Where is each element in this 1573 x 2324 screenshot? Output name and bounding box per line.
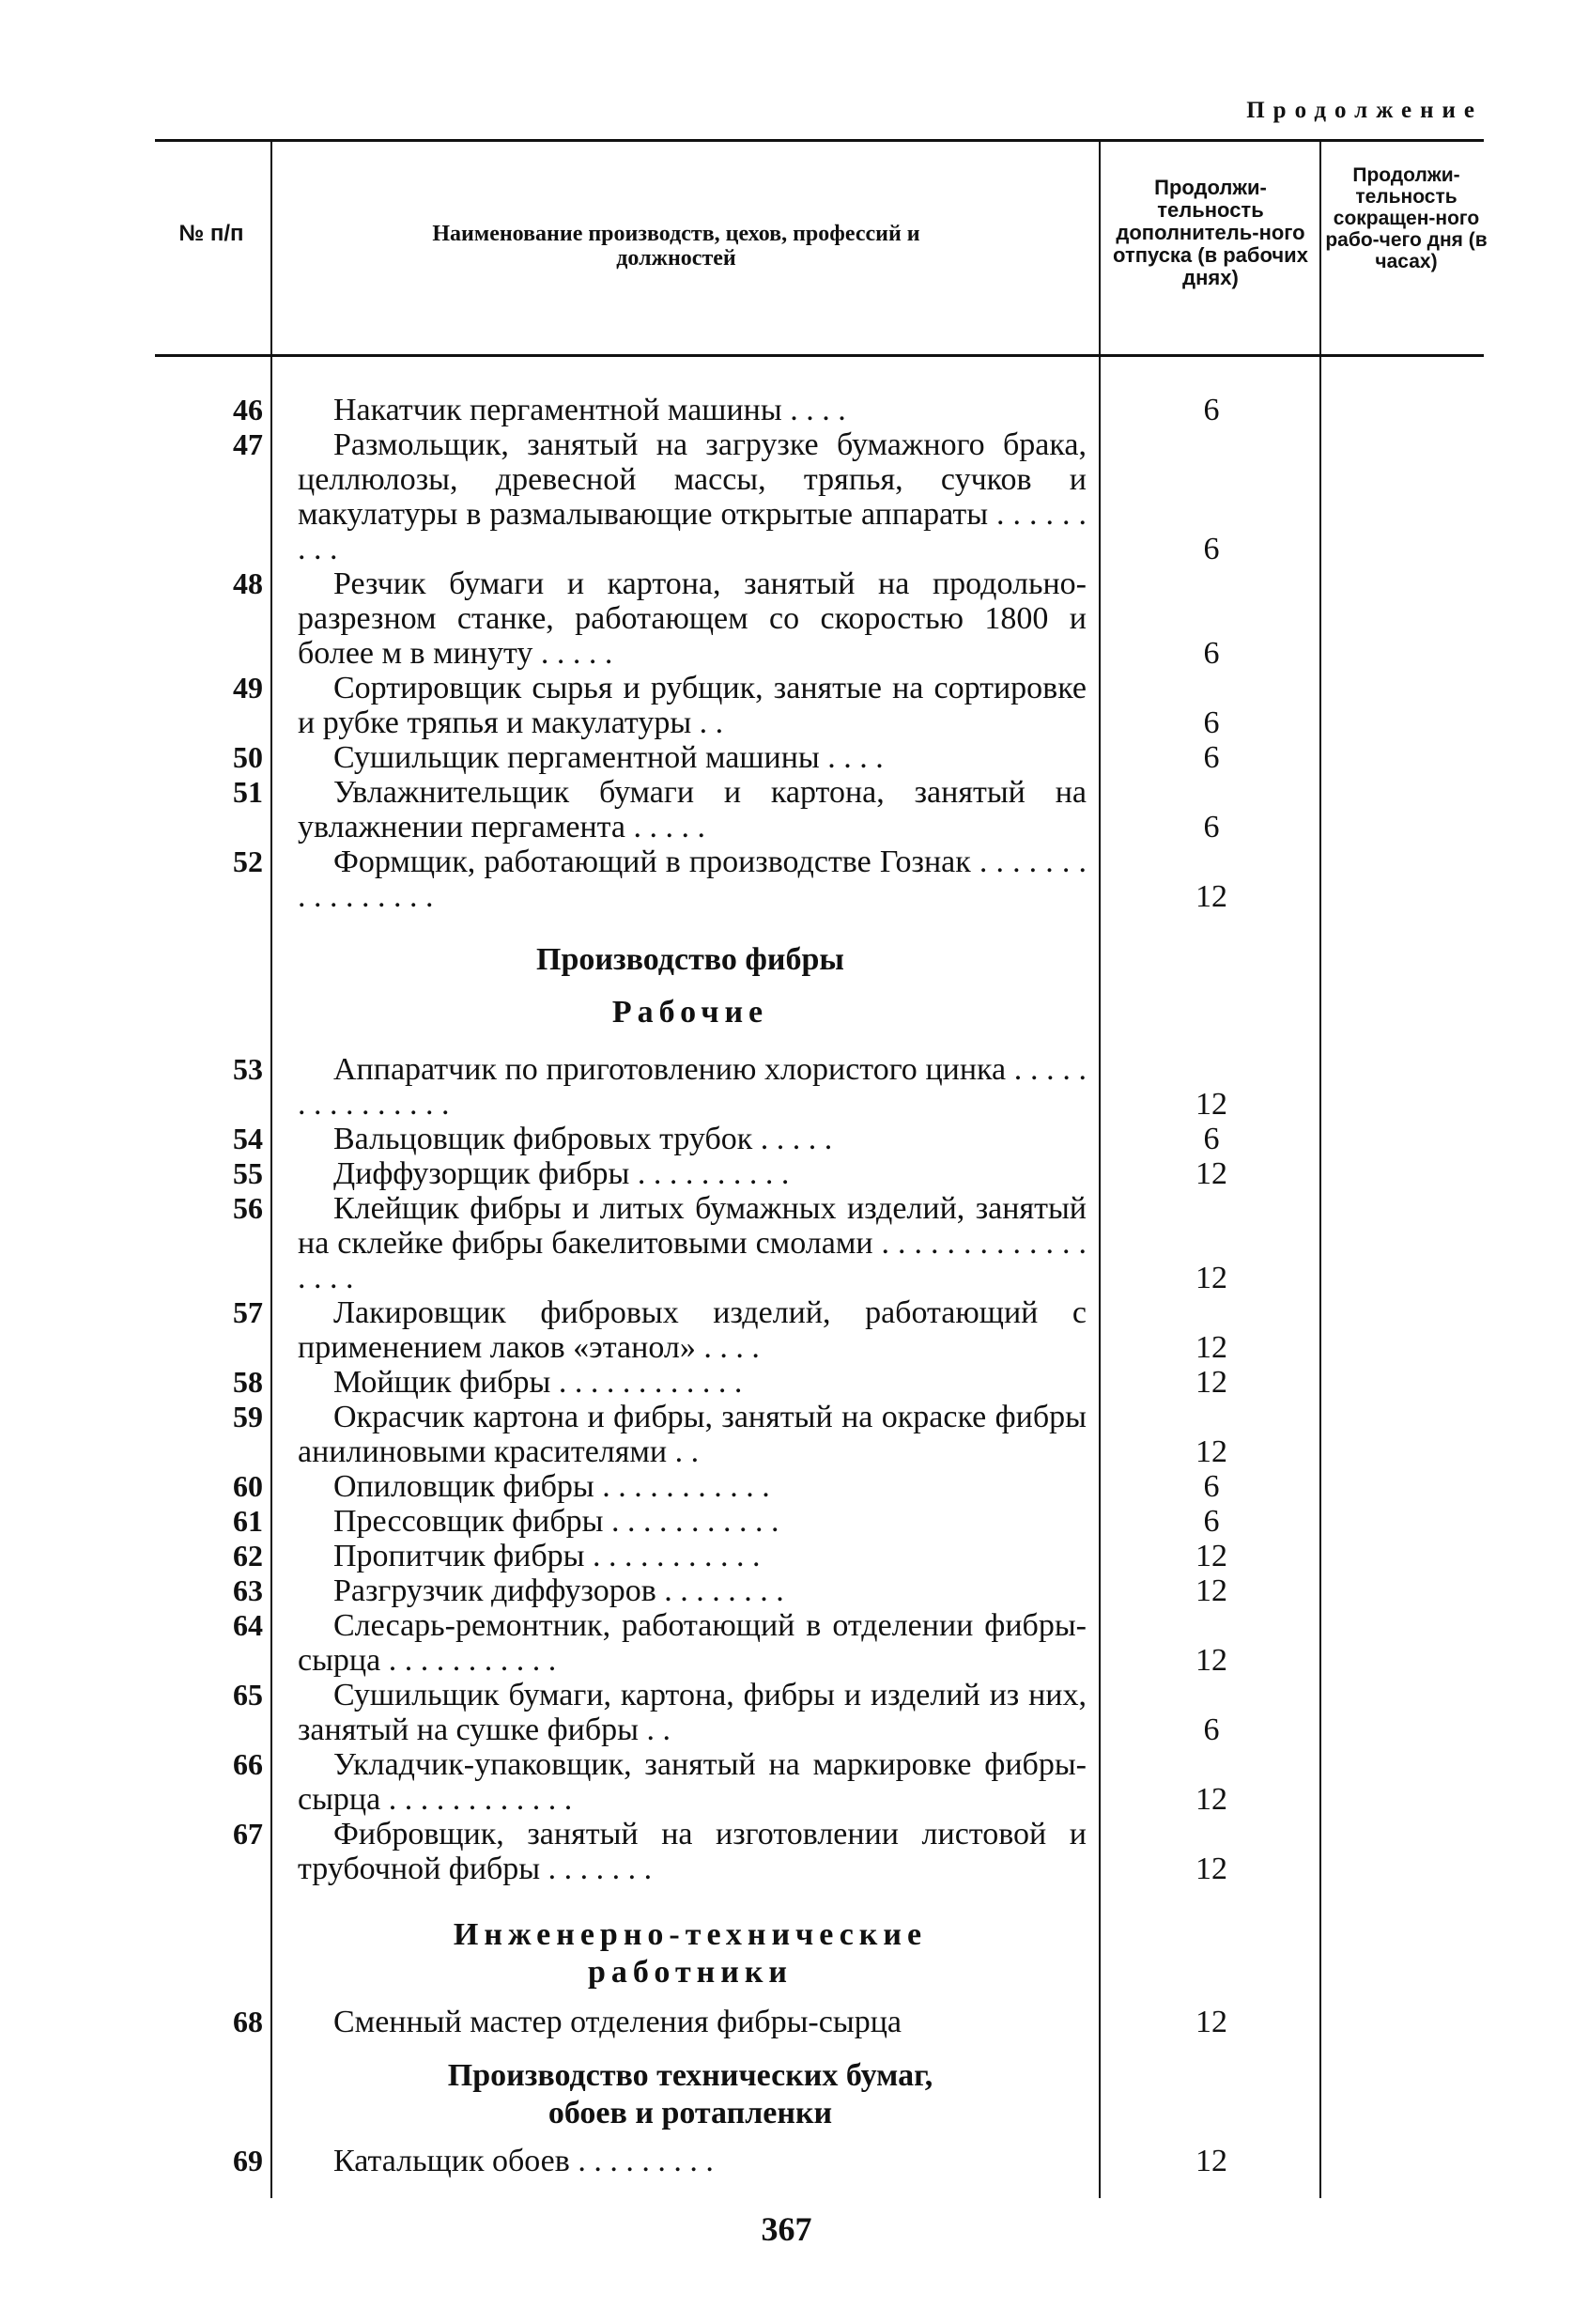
row-number: 65	[233, 1678, 263, 1712]
row-vacation-days: 12	[1195, 1330, 1227, 1365]
row-number: 62	[233, 1539, 263, 1573]
row-title: Слесарь-ремонтник, работающий в отделении фибры-сырца . . . . . . . . . . .	[298, 1608, 1087, 1678]
row-vacation-days: 12	[1195, 879, 1227, 914]
row-vacation-days: 12	[1195, 1573, 1227, 1608]
row-title: Катальщик обоев . . . . . . . . .	[333, 2144, 714, 2178]
row-number: 48	[233, 566, 263, 600]
row-title: Фибровщик, занятый на изготовлении листовой и трубочной фибры . . . . . . .	[298, 1817, 1087, 1886]
column-header-vacation: Продолжи-тельность дополнитель-ного отпуска (в рабочих днях)	[1113, 176, 1308, 289]
row-title: Сменный мастер отделения фибры-сырца	[333, 2005, 902, 2039]
row-number: 60	[233, 1469, 263, 1503]
row-vacation-days: 12	[1195, 1434, 1227, 1469]
row-title: Накатчик пергаментной машины . . . .	[333, 393, 846, 427]
row-vacation-days: 6	[1203, 393, 1220, 427]
subsection-heading-workers: Рабочие	[611, 995, 769, 1030]
row-vacation-days: 12	[1195, 1782, 1227, 1817]
row-title: Сушильщик бумаги, картона, фибры и изделий из них, занятый на сушке фибры . .	[298, 1678, 1087, 1747]
row-number: 67	[233, 1817, 263, 1851]
page-number: 367	[761, 2210, 812, 2248]
row-title: Окрасчик картона и фибры, занятый на окраске фибры анилиновыми красителями . .	[298, 1400, 1087, 1469]
row-number: 52	[233, 844, 263, 878]
row-vacation-days: 12	[1195, 1365, 1227, 1400]
row-title: Вальцовщик фибровых трубок . . . . .	[333, 1122, 833, 1156]
continuation-label: Продолжение	[1246, 98, 1483, 123]
header-bottom-rule	[155, 354, 1484, 357]
row-number: 64	[233, 1608, 263, 1642]
column-header-name: Наименование производств, цехов, профессий и должностей	[432, 222, 920, 271]
row-number: 61	[233, 1504, 263, 1538]
row-number: 69	[233, 2144, 263, 2177]
row-number: 47	[233, 427, 263, 461]
row-title: Опиловщик фибры . . . . . . . . . . .	[333, 1469, 770, 1504]
row-vacation-days: 12	[1195, 2144, 1227, 2178]
column-divider-2	[1099, 141, 1101, 2198]
row-vacation-days: 6	[1203, 1122, 1220, 1156]
row-number: 56	[233, 1191, 263, 1225]
row-number: 59	[233, 1400, 263, 1433]
section-heading-fiber-production: Производство фибры	[536, 942, 844, 977]
row-vacation-days: 6	[1203, 1712, 1220, 1747]
row-title: Укладчик-упаковщик, занятый на маркировке фибры-сырца . . . . . . . . . . . .	[298, 1747, 1087, 1817]
row-number: 57	[233, 1295, 263, 1329]
row-number: 49	[233, 671, 263, 705]
row-title: Резчик бумаги и картона, занятый на продольно-разрезном станке, работающем со скоростью 1800 и более м в минуту . . . . .	[298, 566, 1087, 671]
row-title: Аппаратчик по приготовлению хлористого цинка . . . . . . . . . . . . . . .	[298, 1052, 1087, 1122]
column-divider-3	[1319, 141, 1321, 2198]
row-number: 63	[233, 1573, 263, 1607]
row-vacation-days: 12	[1195, 1851, 1227, 1886]
row-vacation-days: 6	[1203, 1469, 1220, 1504]
row-title: Клейщик фибры и литых бумажных изделий, занятый на склейке фибры бакелитовыми смолами . . . . . . . . . . . . . . . . .	[298, 1191, 1087, 1295]
row-vacation-days: 12	[1195, 1156, 1227, 1191]
row-vacation-days: 6	[1203, 532, 1220, 566]
subsection-heading-engineers: Инженерно-технические работники	[453, 1917, 928, 1990]
row-number: 46	[233, 393, 263, 426]
row-title: Пропитчик фибры . . . . . . . . . . .	[333, 1539, 761, 1573]
section-heading-technical-papers: Производство технических бумаг, обоев и ротапленки	[447, 2058, 933, 2130]
row-title: Формщик, работающий в производстве Гознак . . . . . . . . . . . . . . . .	[298, 844, 1087, 914]
row-number: 53	[233, 1052, 263, 1086]
row-title: Увлажнительщик бумаги и картона, занятый на увлажнении пергамента . . . . .	[298, 775, 1087, 844]
row-number: 51	[233, 775, 263, 809]
column-header-number: № п/п	[178, 221, 244, 246]
column-divider-1	[270, 141, 272, 2198]
row-title: Разгрузчик диффузоров . . . . . . . .	[333, 1573, 784, 1608]
row-vacation-days: 12	[1195, 1539, 1227, 1573]
row-vacation-days: 6	[1203, 705, 1220, 740]
row-number: 50	[233, 740, 263, 774]
row-title: Сушильщик пергаментной машины . . . .	[333, 740, 884, 775]
row-number: 54	[233, 1122, 263, 1155]
row-title: Прессовщик фибры . . . . . . . . . . .	[333, 1504, 779, 1539]
row-title: Мойщик фибры . . . . . . . . . . . .	[333, 1365, 743, 1400]
row-vacation-days: 6	[1203, 636, 1220, 671]
column-header-workday: Продолжи-тельность сокращен-ного рабо-чего дня (в часах)	[1325, 164, 1488, 272]
row-number: 66	[233, 1747, 263, 1781]
row-vacation-days: 12	[1195, 1261, 1227, 1295]
row-vacation-days: 12	[1195, 1643, 1227, 1678]
row-title: Лакировщик фибровых изделий, работающий с применением лаков «этанол» . . . .	[298, 1295, 1087, 1365]
row-number: 58	[233, 1365, 263, 1399]
row-title: Размольщик, занятый на загрузке бумажного брака, целлюлозы, древесной массы, тряпья, сучков и макулатуры в размалывающие открытые аппараты . . . . . . . . .	[298, 427, 1087, 566]
row-number: 55	[233, 1156, 263, 1190]
row-number: 68	[233, 2005, 263, 2038]
row-vacation-days: 6	[1203, 740, 1220, 775]
row-vacation-days: 12	[1195, 2005, 1227, 2039]
row-title: Сортировщик сырья и рубщик, занятые на сортировке и рубке тряпья и макулатуры . .	[298, 671, 1087, 740]
row-title: Диффузорщик фибры . . . . . . . . . .	[333, 1156, 790, 1191]
row-vacation-days: 6	[1203, 1504, 1220, 1539]
row-vacation-days: 6	[1203, 810, 1220, 844]
table-top-rule	[155, 139, 1484, 142]
row-vacation-days: 12	[1195, 1087, 1227, 1122]
